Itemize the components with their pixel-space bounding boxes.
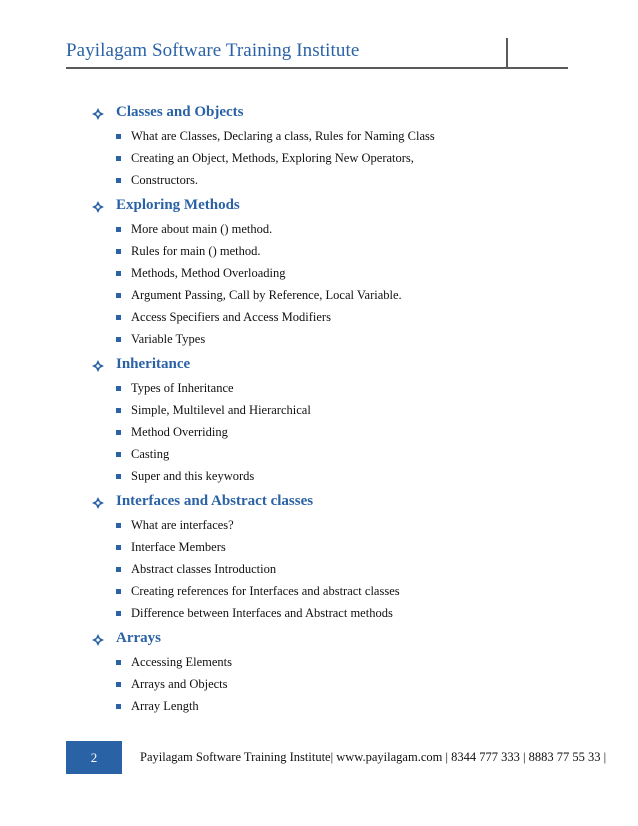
list-item [92,467,592,489]
list-item-text: Methods, Method Overloading [131,266,286,280]
page-number: 2 [90,750,98,765]
list-item [92,582,592,604]
section-title: Inheritance [116,356,191,372]
diamond-bullet-icon [92,633,104,645]
page-footer [66,741,634,774]
diamond-bullet-icon [92,496,104,508]
square-bullet-icon [116,452,121,457]
square-bullet-icon [116,682,121,687]
square-bullet-icon [116,523,121,528]
list-item-text: Difference between Interfaces and Abstract methods [131,606,393,620]
square-bullet-icon [116,567,121,572]
footer-contact-text: Payilagam Software Training Institute| www.payilagam.com | 8344 777 333 | 8883 77 55 33 | [140,750,607,764]
section-heading [92,492,592,514]
list-item-text: Variable Types [131,332,206,346]
square-bullet-icon [116,430,121,435]
list-item-text: Argument Passing, Call by Reference, Local Variable. [131,288,402,302]
list-item [92,264,592,286]
square-bullet-icon [116,337,121,342]
list-item [92,220,592,242]
square-bullet-icon [116,386,121,391]
list-item [92,330,592,352]
list-item [92,286,592,308]
list-item [92,675,592,697]
list-item-text: Creating references for Interfaces and abstract classes [131,584,400,598]
list-item-text: Constructors. [131,173,199,187]
list-item-text: Array Length [131,699,199,713]
square-bullet-icon [116,408,121,413]
square-bullet-icon [116,704,121,709]
list-item [92,538,592,560]
square-bullet-icon [116,293,121,298]
square-bullet-icon [116,227,121,232]
list-item-text: Method Overriding [131,425,228,439]
section-title: Exploring Methods [116,197,240,213]
square-bullet-icon [116,660,121,665]
square-bullet-icon [116,156,121,161]
section-heading [92,629,592,651]
list-item-text: Types of Inheritance [131,381,234,395]
square-bullet-icon [116,178,121,183]
list-item-text: Abstract classes Introduction [131,562,277,576]
list-item [92,401,592,423]
list-item-text: Arrays and Objects [131,677,228,691]
square-bullet-icon [116,271,121,276]
square-bullet-icon [116,134,121,139]
syllabus-content [92,103,592,722]
section-heading [92,355,592,377]
list-item-text: More about main () method. [131,222,273,236]
square-bullet-icon [116,611,121,616]
list-item-text: What are interfaces? [131,518,234,532]
section-title: Interfaces and Abstract classes [116,493,314,509]
list-item-text: Simple, Multilevel and Hierarchical [131,403,311,417]
header-vertical-rule [506,38,508,69]
list-item [92,308,592,330]
list-item [92,149,592,171]
list-item [92,697,592,719]
square-bullet-icon [116,589,121,594]
header-rule [66,67,568,69]
list-item-text: Rules for main () method. [131,244,261,258]
section-title: Classes and Objects [116,104,244,120]
list-item-text: Accessing Elements [131,655,233,669]
section-heading [92,196,592,218]
square-bullet-icon [116,249,121,254]
list-item-text: What are Classes, Declaring a class, Rules for Naming Class [131,129,435,143]
list-item [92,171,592,193]
list-item [92,127,592,149]
section-heading [92,103,592,125]
diamond-bullet-icon [92,359,104,371]
diamond-bullet-icon [92,107,104,119]
list-item [92,379,592,401]
list-item [92,423,592,445]
square-bullet-icon [116,545,121,550]
list-item [92,653,592,675]
section-title: Arrays [116,630,161,646]
list-item-text: Casting [131,447,170,461]
diamond-bullet-icon [92,200,104,212]
list-item-text: Interface Members [131,540,226,554]
list-item [92,560,592,582]
page-header-title: Payilagam Software Training Institute [66,40,360,61]
list-item [92,445,592,467]
list-item [92,604,592,626]
section-spacer [92,719,592,722]
list-item-text: Super and this keywords [131,469,255,483]
list-item-text: Creating an Object, Methods, Exploring New Operators, [131,151,414,165]
square-bullet-icon [116,315,121,320]
square-bullet-icon [116,474,121,479]
list-item [92,516,592,538]
list-item-text: Access Specifiers and Access Modifiers [131,310,331,324]
list-item [92,242,592,264]
